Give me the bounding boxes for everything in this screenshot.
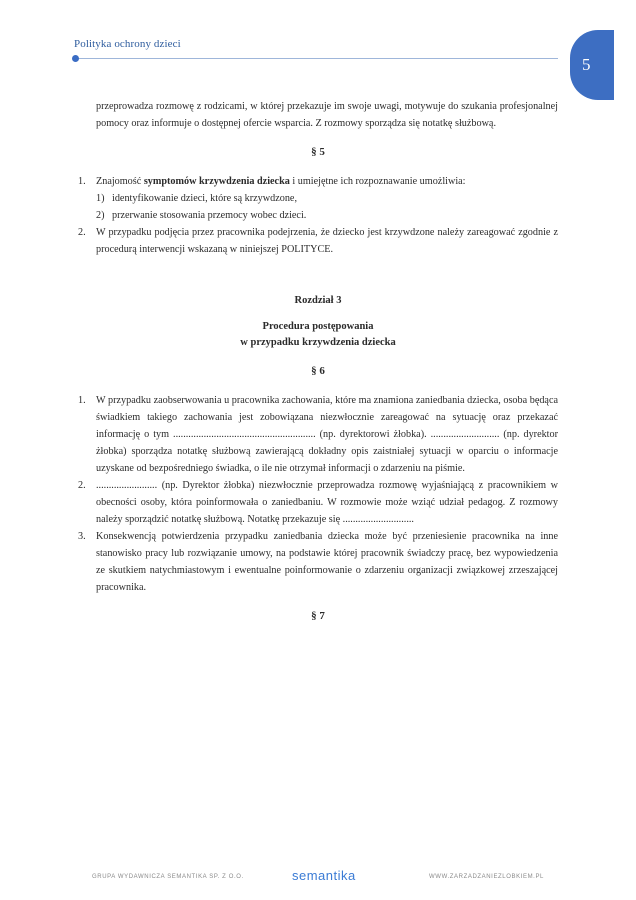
header-divider — [74, 58, 558, 59]
footer-logo: semantika — [292, 868, 356, 883]
sub-list-item — [96, 190, 558, 207]
list-item — [78, 477, 558, 528]
list-item-number: 2. — [78, 227, 86, 238]
list-item — [78, 392, 558, 477]
footer-website: WWW.ZARZADZANIEZLOBKIEM.PL — [429, 874, 544, 880]
list-item-bold-text: symptomów krzywdzenia dziecka — [143, 176, 290, 187]
section-5-list — [78, 173, 558, 258]
page-footer — [92, 868, 544, 888]
chapter-label: Rozdział 3 — [294, 295, 342, 306]
chapter-title — [78, 319, 558, 351]
list-item — [78, 173, 558, 224]
section-5-heading: § 5 — [311, 146, 325, 158]
list-item-number: 1. — [78, 395, 86, 406]
list-item — [78, 224, 558, 258]
chapter-title-line-2: w przypadku krzywdzenia dziecka — [240, 337, 396, 348]
footer-publisher: GRUPA WYDAWNICZA SEMANTIKA SP. Z O.O. — [92, 874, 244, 880]
header-dot-icon — [72, 55, 79, 62]
sub-list-item — [96, 207, 558, 224]
section-6-heading: § 6 — [311, 365, 325, 377]
chapter-title-line-1: Procedura postępowania — [262, 321, 374, 332]
sub-item-number: 2) — [96, 210, 105, 221]
list-item-number: 2. — [78, 480, 86, 491]
list-item-text: W przypadku podjęcia przez pracownika podejrzenia, że dziecko jest krzywdzone należy zareagować zgodnie z procedurą interwencji wskazaną w niniejszej POLITYCE. — [96, 227, 558, 255]
intro-paragraph: przeprowadza rozmowę z rodzicami, w której przekazuje im swoje uwagi, motywuje do szukania profesjonalnej pomocy oraz informuje o dostępnej ofercie wsparcia. Z rozmowy sporządza się notatkę służbową. — [96, 101, 558, 129]
page-number: 5 — [582, 55, 591, 74]
sub-item-number: 1) — [96, 193, 105, 204]
page-number-tab — [570, 30, 614, 100]
sub-item-text: identyfikowanie dzieci, które są krzywdzone, — [112, 193, 298, 204]
sub-item-text: przerwanie stosowania przemocy wobec dzieci. — [112, 210, 307, 221]
sub-list — [96, 190, 558, 224]
list-item — [78, 528, 558, 596]
header-title: Polityka ochrony dzieci — [74, 38, 181, 50]
list-item-text-start: Znajomość — [96, 176, 144, 187]
list-item-number: 1. — [78, 176, 86, 187]
list-item-text: ........................ (np. Dyrektor żłobka) niezwłocznie przeprowadza rozmowę wyjaśniającą z pracownikiem w obecności osoby, która poinformowała o zaniedbaniu. W rozmowie może wziąć udział pedagog. Z rozmowy należy sporządzić notatkę służbową. Notatkę przekazuje się ............................ — [96, 480, 558, 525]
list-item-text: W przypadku zaobserwowania u pracownika zachowania, które ma znamiona zaniedbania dziecka, osoba będąca świadkiem takiego zachowania jest zobowiązana niezwłocznie zareagować na sytuację oraz przekazać informację o tym ........................................................ (np. dyrektorowi żłobka). ........................... (np. dyrektor żłobka) sporządza notatkę służbową zawierającą dokładny opis zaistniałej sytuacji w oparciu o informacje uzyskane od bezpośredniego świadka, o ile nie otrzymał informacji o zdarzeniu na piśmie. — [96, 395, 558, 474]
list-item-text: Konsekwencją potwierdzenia przypadku zaniedbania dziecka może być przeniesienie pracownika na inne stanowisko pracy lub rozwiązanie umowy, na podstawie której pracownik świadczy pracę, bez wypowiedzenia ze skutkiem natychmiastowym i ewentualne poinformowanie o zdarzeniu organizacji związkowej zrzeszającej pracownika. — [96, 531, 558, 593]
page-header — [74, 38, 558, 50]
section-7-heading: § 7 — [311, 610, 325, 622]
document-body — [78, 98, 558, 637]
list-item-text-end: i umiejętne ich rozpoznawanie umożliwia: — [289, 176, 466, 187]
list-item-number: 3. — [78, 531, 86, 542]
section-6-list — [78, 392, 558, 596]
